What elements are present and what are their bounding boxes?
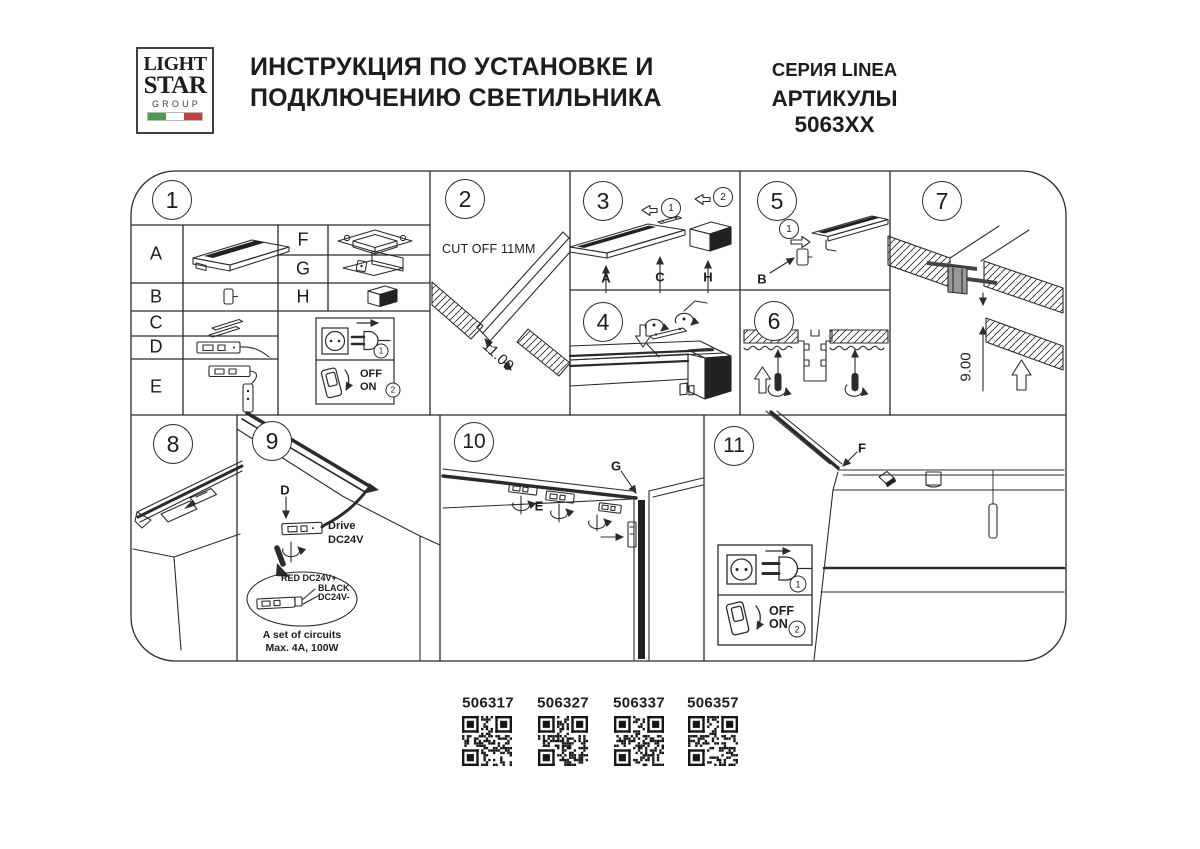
callout-2-badge [789, 621, 806, 638]
spotlight-icon [879, 472, 896, 487]
switch-on-label: ON [360, 381, 377, 393]
article-code: 506317 [462, 694, 514, 712]
circuits-note-line1: A set of circuits [262, 629, 342, 641]
switch-on-label: ON [769, 617, 788, 631]
step-11-badge [714, 426, 754, 466]
callout-1-badge [779, 219, 799, 239]
logo-text-group: GROUP [151, 99, 201, 109]
socket-icon [727, 555, 756, 584]
wire-red-label: RED DC24V+ [281, 573, 337, 583]
panel-grid [131, 171, 1066, 661]
step-1-badge [152, 180, 192, 220]
page-title-line2: ПОДКЛЮЧЕНИЮ СВЕТИЛЬНИКА [250, 84, 662, 112]
step-6-number: 6 [767, 307, 781, 334]
article-code: 506337 [613, 694, 665, 712]
circuits-note-line2: Max. 4A, 100W [265, 642, 339, 654]
part-row-a: A [149, 243, 163, 264]
qr-code [614, 716, 664, 766]
logo-text-star: STAR [143, 72, 207, 99]
step-2-badge [445, 179, 485, 219]
panel-6-drawing [744, 330, 888, 396]
part-ref-a: A [601, 270, 611, 286]
qr-code [688, 716, 738, 766]
logo-text-light: LIGHT [143, 53, 207, 75]
panel-10-drawing [443, 469, 703, 660]
step-5-number: 5 [770, 187, 784, 214]
part-ref-f: F [858, 440, 866, 456]
callout-number: 2 [390, 385, 396, 395]
page-title-line1: ИНСТРУКЦИЯ ПО УСТАНОВКЕ И [250, 53, 654, 81]
power-legend-1 [316, 318, 394, 404]
downlight-icon [926, 472, 941, 487]
qr-code [538, 716, 588, 766]
article-code: 506327 [537, 694, 589, 712]
panel-11-drawing [766, 411, 1064, 660]
step-7-badge [922, 181, 962, 221]
step-11-number: 11 [723, 434, 745, 457]
part-ref-b: B [757, 271, 767, 287]
step-9-number: 9 [265, 427, 279, 454]
step-4-number: 4 [596, 308, 610, 335]
step-2-number: 2 [458, 185, 472, 212]
series-name: СЕРИЯ LINEA [771, 59, 898, 80]
step-6-badge [754, 301, 794, 341]
part-ref-d: D [280, 482, 290, 498]
part-row-h: H [296, 286, 310, 307]
callout-1-badge [374, 344, 389, 359]
step-8-number: 8 [166, 430, 180, 457]
part-ref-e: E [534, 498, 544, 514]
step-1-number: 1 [165, 186, 179, 213]
part-row-d: D [149, 336, 163, 357]
articles-number: АРТИКУЛЫ 5063XX [771, 86, 898, 137]
step-5-badge [757, 181, 797, 221]
switch-off-label: OFF [769, 604, 794, 618]
callout-2-badge [386, 383, 401, 398]
part-row-e: E [149, 376, 163, 397]
switch-off-label: OFF [360, 368, 382, 380]
part-ref-g: G [610, 458, 622, 474]
step-4-badge [583, 302, 623, 342]
socket-icon [322, 328, 348, 354]
callout-number: 1 [378, 346, 384, 356]
step-3-number: 3 [596, 187, 610, 214]
part-row-g: G [295, 258, 311, 279]
panel-8-drawing [133, 461, 242, 650]
callout-number: 1 [668, 202, 674, 214]
plug-icon [763, 557, 811, 580]
switch-icon [321, 367, 349, 398]
parts-table-drawings [193, 230, 412, 412]
screwdriver-icon [845, 350, 863, 396]
driver-label-line2: DC24V [328, 534, 364, 546]
article-code: 506357 [687, 694, 739, 712]
step-3-badge [583, 181, 623, 221]
part-ref-c: C [655, 269, 665, 285]
dimension-11mm: 11.00 [478, 337, 518, 375]
qr-code [462, 716, 512, 766]
part-row-f: F [297, 229, 309, 250]
part-row-c: C [149, 312, 163, 333]
step-10-number: 10 [462, 430, 486, 453]
step-10-badge [454, 422, 494, 462]
callout-number: 1 [795, 579, 801, 589]
screwdriver-icon [768, 350, 786, 396]
callout-number: 1 [786, 223, 792, 235]
pendant-lamp-icon [989, 470, 997, 538]
callout-2-badge [713, 187, 733, 207]
panel-7-drawing [888, 226, 1063, 391]
callout-number: 2 [794, 624, 800, 634]
dimension-9mm: 9.00 [957, 352, 975, 382]
part-ref-h: H [703, 269, 713, 285]
wire-black-label-line2: DC24V- [318, 592, 350, 602]
part-row-b: B [149, 286, 163, 307]
wire-black-label-line1: BLACK [318, 583, 350, 593]
step-7-number: 7 [935, 187, 949, 214]
step-8-badge [153, 424, 193, 464]
switch-icon [726, 601, 760, 635]
driver-label-line1: Drive [328, 520, 356, 532]
cut-off-note: CUT OFF 11MM [442, 242, 536, 256]
callout-number: 2 [720, 191, 726, 203]
step-9-badge [252, 421, 292, 461]
callout-1-badge [790, 576, 807, 593]
callout-1-badge [661, 198, 681, 218]
